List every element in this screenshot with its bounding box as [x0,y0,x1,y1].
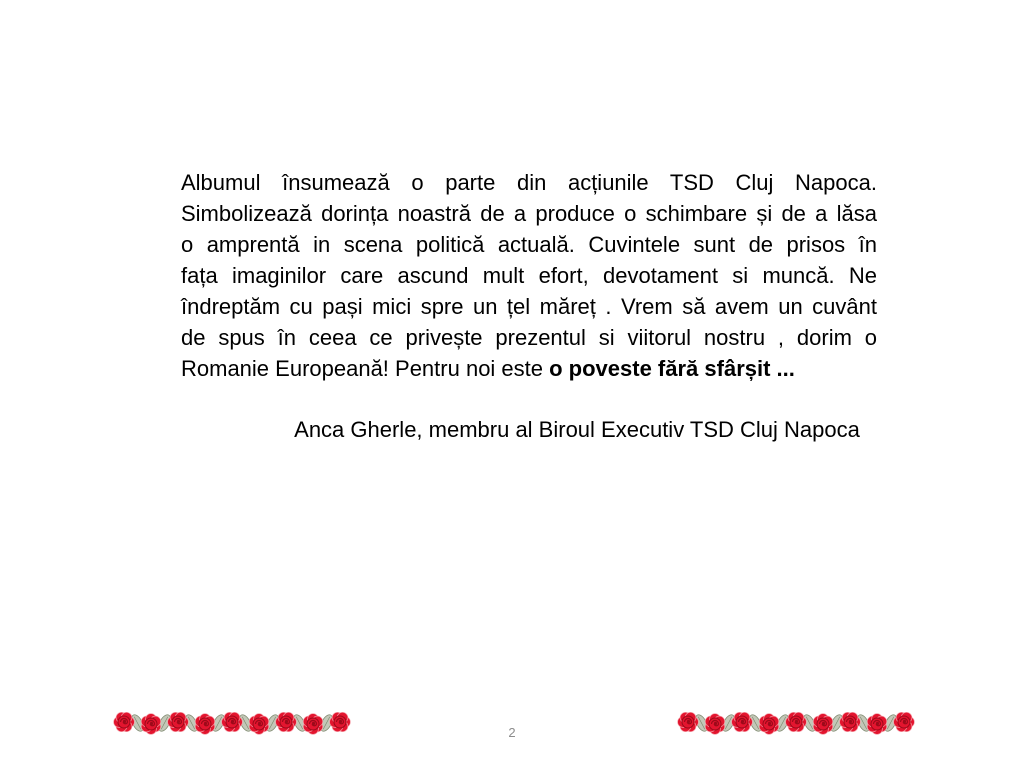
paragraph-line: fața imaginilor care ascund mult efort, devotament si muncă. Ne [181,263,877,288]
rose-icon [813,714,832,735]
rose-border-right [674,705,916,741]
rose-icon [894,712,915,731]
rose-icon [786,712,807,731]
paragraph-line: de spus în ceea ce privește prezentul si viitorul nostru , dorim o [181,325,877,350]
rose-icon [303,714,322,735]
paragraph-line: o amprentă in scena politică actuală. Cuvintele sunt de prisos în [181,232,877,257]
rose-icon [732,712,753,731]
emphasis-text: o poveste fără sfârșit ... [549,356,795,381]
page-number: 2 [508,725,516,740]
rose-icon [840,712,861,731]
rose-icon [759,714,778,735]
paragraph-line: îndreptăm cu pași mici spre un țel măreț . Vrem să avem un cuvânt [181,294,877,319]
body-paragraph [181,167,877,384]
rose-icon [705,714,724,735]
rose-icon [114,712,135,731]
rose-icon [276,712,297,731]
rose-icon [249,714,268,735]
signature: Anca Gherle, membru al Biroul Executiv TSD Cluj Napoca [294,417,860,442]
paragraph-text: Romanie Europeană! Pentru noi este [181,356,550,381]
rose-icon [678,712,699,731]
paragraph-line: Simbolizează dorința noastră de a produce o schimbare și de a lăsa [181,201,877,226]
rose-icon [141,714,160,735]
rose-icon [195,714,214,735]
rose-border-left [110,705,354,741]
rose-icon [867,714,886,735]
rose-icon [330,712,351,731]
paragraph-line: Albumul însumează o parte din acțiunile TSD Cluj Napoca. [181,170,877,195]
paragraph-last-line [181,353,877,384]
rose-icon [168,712,189,731]
rose-icon [222,712,243,731]
